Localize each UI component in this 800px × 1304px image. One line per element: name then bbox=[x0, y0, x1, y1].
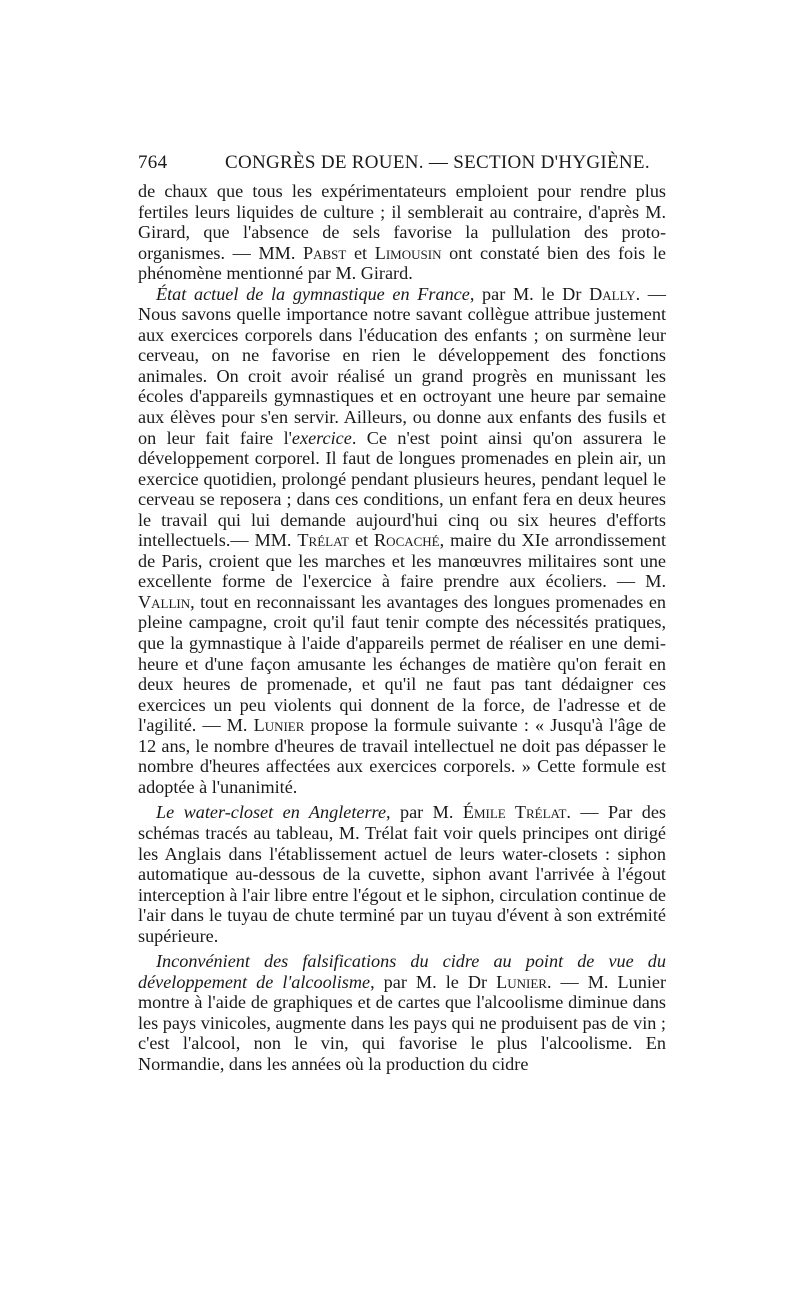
byline: , par M. bbox=[386, 802, 463, 823]
paragraph-text: . — Par des schémas tracés au tableau, M. Trélat fait voir quels principes ont dirigé les Anglais dans l'établissement actuel de leurs water-closets : siphon automatique au-dessous de la cuvette, siphon avant l'arrivée à l'égout interception à l'air libre entre l'égout et le siphon, circulation continue de l'air dans le tuyau de chute terminé par un tuyau d'évent à son extrémité supérieure. bbox=[138, 802, 666, 946]
paragraph-gymnastique bbox=[138, 284, 666, 798]
italic-term: exercice bbox=[291, 427, 352, 448]
paragraph-text: . — M. Lunier montre à l'aide de graphiques et de cartes que l'alcoolisme diminue dans les pays vinicoles, augmente dans les pays qui ne produisent pas de vin ; c'est l'alcool, non le vin, qui favorise le plus l'alcoolisme. En Normandie, dans les années où la production du cidre bbox=[138, 971, 667, 1074]
paragraph-text: et bbox=[346, 242, 375, 263]
author-name: Émile Trélat bbox=[462, 802, 567, 823]
paragraph-text: de chaux que tous les expérimentateurs emploient pour rendre plus fertiles leurs liquides de culture ; il semblerait au contraire, d'après M. Girard, que l'absence de sels favorise la pullulation des proto-organismes. — MM. bbox=[138, 181, 666, 263]
running-header bbox=[138, 152, 666, 178]
paragraph-text: . Ce n'est point ainsi qu'on assurera le développement corporel. Il faut de longues promenades en plein air, un exercice quotidien, prolongé pendant plusieurs heures, pendant lequel le cerveau se reposera ; dans ces conditions, un enfant fera en deux heures le travail qui lui demande aujourd'hui cinq ou six heures d'efforts intellectuels.— MM. bbox=[138, 427, 666, 551]
person-name: Lunier bbox=[253, 715, 305, 736]
page-number: 764 bbox=[138, 152, 168, 173]
person-name: Rocaché bbox=[374, 530, 440, 551]
section-title: Inconvénient des falsifications du cidre au point de vue du développement de l'alcoolisme bbox=[138, 951, 666, 992]
paragraph-text: ont constaté bien des fois le phénomène mentionné par M. Girard. bbox=[138, 242, 666, 284]
running-title: CONGRÈS DE ROUEN. — SECTION D'HYGIÈNE. bbox=[225, 152, 650, 173]
person-name: Trélat bbox=[297, 530, 349, 551]
person-name: Limousin bbox=[374, 242, 442, 263]
author-name: Lunier bbox=[496, 971, 547, 992]
paragraph-text: , tout en reconnaissant les avantages des longues promenades en pleine campagne, croit qu'il faut tenir compte des nécessités pratiques, que la gymnastique à l'aide d'appareils permet de réaliser en une demi-heure et d'une façon amusante les échanges de matière qu'on ferait en deux heures de promenade, et qu'il ne faut pas tant dédaigner ces exercices un peu violents qui donnent de la force, de l'adresse et de l'agilité. — M. bbox=[138, 591, 666, 736]
paragraph-text: et bbox=[348, 530, 375, 551]
byline: , par M. le Dr bbox=[469, 283, 590, 304]
paragraph-text: . — Nous savons quelle importance notre savant collègue attribue justement aux exercices corporels dans l'éducation des enfants ; on surmène leur cerveau, on ne favorise en rien le développement des fonctions animales. On croit avoir réalisé un grand progrès en munissant les écoles d'appareils gymnastiques et en octroyant une heure par semaine aux élèves pour s'en servir. Ailleurs, ou donne aux enfants des fusils et on leur fait faire l' bbox=[138, 283, 666, 448]
author-name: Dally bbox=[589, 283, 636, 304]
person-name: Pabst bbox=[303, 242, 347, 263]
body-text bbox=[138, 181, 666, 1075]
paragraph-text: propose la formule suivante : « Jusqu'à l'âge de 12 ans, le nombre d'heures de travail intellectuel ne doit pas dépasser le nombre d'heures affectées aux exercices corporels. » Cette formule est adoptée à l'unanimité. bbox=[138, 715, 666, 797]
paragraph-cidre bbox=[138, 951, 666, 1074]
section-title: État actuel de la gymnastique en France bbox=[156, 283, 470, 304]
paragraph-continuation bbox=[138, 181, 666, 284]
paragraph-water-closet bbox=[138, 802, 666, 946]
byline: , par M. le Dr bbox=[370, 971, 497, 992]
paragraph-text: , maire du XIe arrondissement de Paris, croient que les marches et les manœuvres militaires sont une excellente forme de l'exercice à faire prendre aux écoliers. — M. bbox=[138, 530, 666, 592]
section-title: Le water-closet en Angleterre bbox=[156, 802, 387, 823]
person-name: Vallin bbox=[138, 591, 191, 612]
